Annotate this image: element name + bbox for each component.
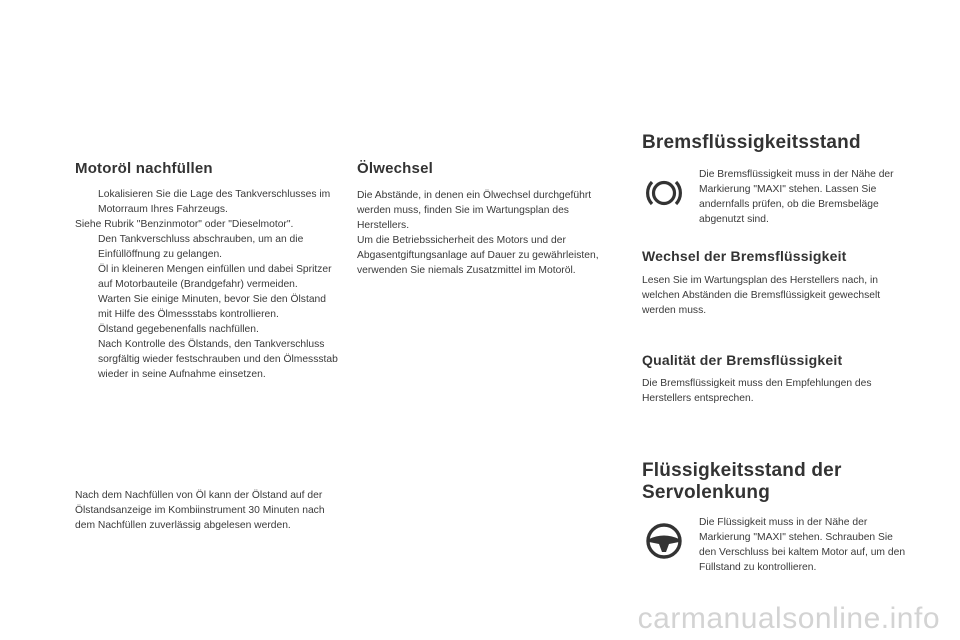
list-item-text: Lokalisieren Sie die Lage des Tankverschlusses im Motorraum Ihres Fahrzeugs. bbox=[98, 189, 331, 215]
oil-note-block bbox=[75, 488, 340, 533]
section-title-oil-refill: Motoröl nachfüllen bbox=[75, 160, 213, 177]
section-title-oil-change: Ölwechsel bbox=[357, 160, 434, 177]
step-list bbox=[75, 232, 340, 382]
column-brake-fluid bbox=[642, 132, 907, 575]
power-steering-text: Die Flüssigkeit muss in der Nähe der Markierung "MAXI" stehen. Schrauben Sie den Verschluss bei kaltem Motor auf, um den Füllstand zu kontrollieren. bbox=[699, 517, 906, 573]
oil-refill-steps bbox=[75, 187, 340, 382]
oil-refill-note: Nach dem Nachfüllen von Öl kann der Ölstand auf der Ölstandsanzeige im Kombiinstrument 30 Minuten nach dem Nachfüllen zuverlässig abgelesen werden. bbox=[75, 490, 325, 531]
steering-wheel-icon bbox=[642, 519, 686, 563]
watermark: carmanualsonline.info bbox=[637, 602, 940, 635]
list-item bbox=[75, 292, 340, 322]
list-item bbox=[75, 322, 340, 337]
list-item-text: Ölstand gegebenenfalls nachfüllen. bbox=[98, 324, 259, 335]
power-steering-block bbox=[642, 515, 907, 575]
plain-note-line: Siehe Rubrik "Benzinmotor" oder "Dieselmotor". bbox=[75, 219, 294, 230]
list-item-text: Nach Kontrolle des Ölstands, den Tankverschluss sorgfältig wieder festschrauben und den Ölmessstab wieder in seine Aufnahme einsetzen. bbox=[98, 339, 338, 380]
section-title-brake-fluid-level: Bremsflüssigkeitsstand bbox=[642, 132, 861, 153]
column-oil-change bbox=[357, 160, 617, 278]
list-item-text: Öl in kleineren Mengen einfüllen und dabei Spritzer auf Motorbauteile (Brandgefahr) vermeiden. bbox=[98, 264, 332, 290]
list-item-text: Den Tankverschluss abschrauben, um an die Einfüllöffnung zu gelangen. bbox=[98, 234, 304, 260]
brake-fluid-level-block bbox=[642, 167, 907, 227]
section-title-brake-fluid-quality: Qualität der Bremsflüssigkeit bbox=[642, 352, 843, 368]
brake-fluid-change-text: Lesen Sie im Wartungsplan des Herstellers nach, in welchen Abständen die Bremsflüssigkeit gewechselt werden muss. bbox=[642, 275, 881, 316]
step-list bbox=[75, 187, 340, 217]
list-item bbox=[75, 262, 340, 292]
list-item bbox=[75, 232, 340, 262]
section-title-power-steering: Flüssigkeitsstand der Servolenkung bbox=[642, 460, 842, 503]
list-item bbox=[75, 337, 340, 382]
brake-fluid-level-text: Die Bremsflüssigkeit muss in der Nähe der Markierung "MAXI" stehen. Lassen Sie andernfalls prüfen, ob die Bremsbeläge abgenutzt sind. bbox=[699, 169, 894, 225]
list-item bbox=[75, 187, 340, 217]
brake-warning-icon bbox=[642, 171, 686, 215]
section-title-brake-fluid-change: Wechsel der Bremsflüssigkeit bbox=[642, 248, 847, 264]
brake-fluid-quality-text: Die Bremsflüssigkeit muss den Empfehlungen des Herstellers entsprechen. bbox=[642, 378, 872, 404]
oil-change-paragraph-1: Die Abstände, in denen ein Ölwechsel durchgeführt werden muss, finden Sie im Wartungsplan des Herstellers. bbox=[357, 190, 592, 231]
column-oil-refill bbox=[75, 160, 340, 382]
oil-change-paragraph-2: Um die Betriebssicherheit des Motors und der Abgasentgiftungsanlage auf Dauer zu gewährleisten, verwenden Sie niemals Zusatzmittel im Motoröl. bbox=[357, 235, 599, 276]
list-item-text: Warten Sie einige Minuten, bevor Sie den Ölstand mit Hilfe des Ölmessstabs kontrollieren. bbox=[98, 294, 326, 320]
